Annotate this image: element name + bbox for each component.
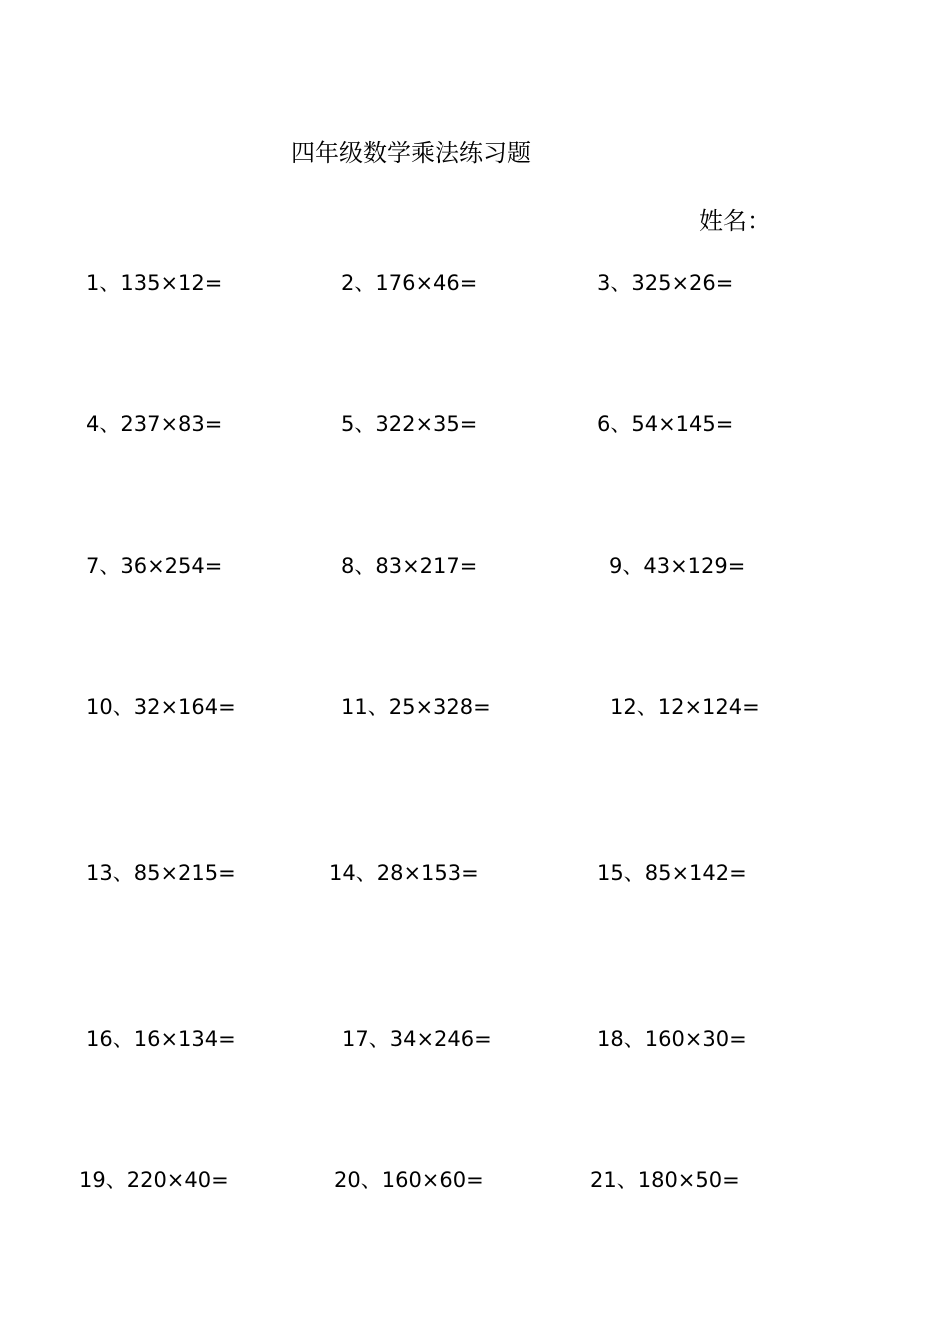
problem-14: 14、28×153=	[329, 861, 479, 885]
problem-19: 19、220×40=	[79, 1168, 229, 1192]
problem-1: 1、135×12=	[86, 271, 223, 295]
problem-13: 13、85×215=	[86, 861, 236, 885]
problem-21: 21、180×50=	[590, 1168, 740, 1192]
problem-16: 16、16×134=	[86, 1027, 236, 1051]
problem-20: 20、160×60=	[334, 1168, 484, 1192]
problem-3: 3、325×26=	[597, 271, 734, 295]
problem-15: 15、85×142=	[597, 861, 747, 885]
problem-7: 7、36×254=	[86, 554, 223, 578]
problem-10: 10、32×164=	[86, 695, 236, 719]
problem-17: 17、34×246=	[342, 1027, 492, 1051]
problem-6: 6、54×145=	[597, 412, 734, 436]
problem-12: 12、12×124=	[610, 695, 760, 719]
problem-18: 18、160×30=	[597, 1027, 747, 1051]
page-title: 四年级数学乘法练习题	[291, 139, 531, 167]
problem-5: 5、322×35=	[341, 412, 478, 436]
problem-11: 11、25×328=	[341, 695, 491, 719]
problem-2: 2、176×46=	[341, 271, 478, 295]
name-label: 姓名：	[699, 207, 771, 235]
problem-9: 9、43×129=	[609, 554, 746, 578]
problem-4: 4、237×83=	[86, 412, 223, 436]
problem-8: 8、83×217=	[341, 554, 478, 578]
